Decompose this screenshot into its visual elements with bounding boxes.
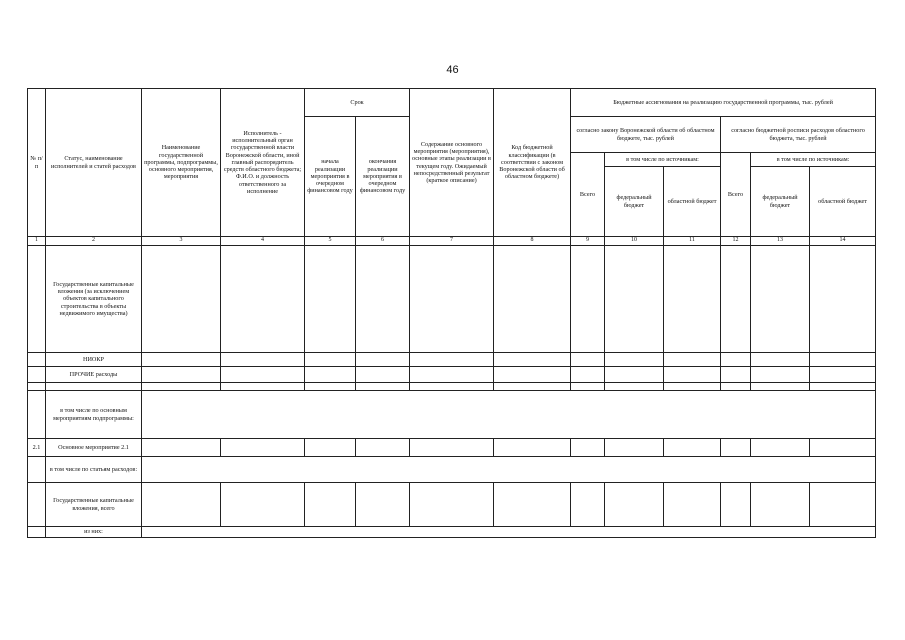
header-law-federal: федеральный бюджет — [605, 167, 664, 237]
header-program-name: Наименование государственной программы, подпрограммы, основного мероприятия, мероприятия — [142, 89, 221, 237]
header-law-total: Всего — [571, 153, 605, 237]
column-number: 9 — [571, 237, 605, 246]
row-label-main-21: Основное мероприятие 2.1 — [46, 439, 142, 457]
row-label-of-them: из них: — [46, 527, 142, 538]
header-list-sources: в том числе по источникам: — [751, 153, 876, 167]
program-expenditure-table — [27, 88, 876, 538]
column-number: 1 — [28, 237, 46, 246]
column-number: 3 — [142, 237, 221, 246]
header-content: Содержание основного мероприятия (мероприятия), основные этапы реализации в текущем году. Ожидаемый непосредственный результат (краткое описание) — [410, 89, 494, 237]
row-number: 2.1 — [28, 439, 46, 457]
table-row — [28, 457, 876, 483]
table-row — [28, 483, 876, 527]
row-label-prochie: ПРОЧИЕ расходы — [46, 367, 142, 383]
header-executor: Исполнитель - исполнительный орган государственной власти Воронежской области, иной главный распорядитель средств областного бюджета; Ф.И.О. и должность ответственного за исполнение — [221, 89, 305, 237]
column-number: 4 — [221, 237, 305, 246]
header-end: окончания реализации мероприятия в очередном финансовом году — [356, 117, 410, 237]
column-number: 14 — [810, 237, 876, 246]
table-row — [28, 527, 876, 538]
column-number: 12 — [721, 237, 751, 246]
column-number: 7 — [410, 237, 494, 246]
column-number: 6 — [356, 237, 410, 246]
row-label-capital-total: Государственные капитальные вложения, всего — [46, 483, 142, 527]
header-law: согласно закону Воронежской области об областном бюджете, тыс. рублей — [571, 117, 721, 153]
header-kbk: Код бюджетной классификации (в соответствии с законом Воронежской области об областном бюджете) — [494, 89, 571, 237]
row-label-capital: Государственные капитальные вложения (за исключением объектов капитального строительства в объекты недвижимого имущества) — [46, 246, 142, 353]
header-start: начала реализации мероприятия в очередном финансовом году — [305, 117, 356, 237]
column-number: 2 — [46, 237, 142, 246]
column-number: 8 — [494, 237, 571, 246]
column-number: 10 — [605, 237, 664, 246]
table-row — [28, 246, 876, 353]
row-label-incl-main: в том числе по основным мероприятиям подпрограммы: — [46, 391, 142, 439]
table-row — [28, 383, 876, 391]
header-list-oblast: областной бюджет — [810, 167, 876, 237]
table-row — [28, 367, 876, 383]
header-law-sources: в том числе по источникам: — [605, 153, 721, 167]
row-label-niokr: НИОКР — [46, 353, 142, 367]
header-budget: Бюджетные ассигнования на реализацию государственной программы, тыс. рублей — [571, 89, 876, 117]
column-number: 5 — [305, 237, 356, 246]
table-row — [28, 439, 876, 457]
row-label-incl-items: в том числе по статьям расходов: — [46, 457, 142, 483]
table-row — [28, 353, 876, 367]
header-srok: Срок — [305, 89, 410, 117]
header-list-federal: федеральный бюджет — [751, 167, 810, 237]
header-row — [28, 89, 876, 117]
header-law-oblast: областной бюджет — [664, 167, 721, 237]
table-row — [28, 391, 876, 439]
header-status: Статус, наименование исполнителей и статей расходов — [46, 89, 142, 237]
column-number: 13 — [751, 237, 810, 246]
column-number: 11 — [664, 237, 721, 246]
page-number: 46 — [446, 64, 459, 76]
header-list-total: Всего — [721, 153, 751, 237]
column-number-row — [28, 237, 876, 246]
header-list: согласно бюджетной росписи расходов областного бюджета, тыс. рублей — [721, 117, 876, 153]
header-num: № п/п — [28, 89, 46, 237]
